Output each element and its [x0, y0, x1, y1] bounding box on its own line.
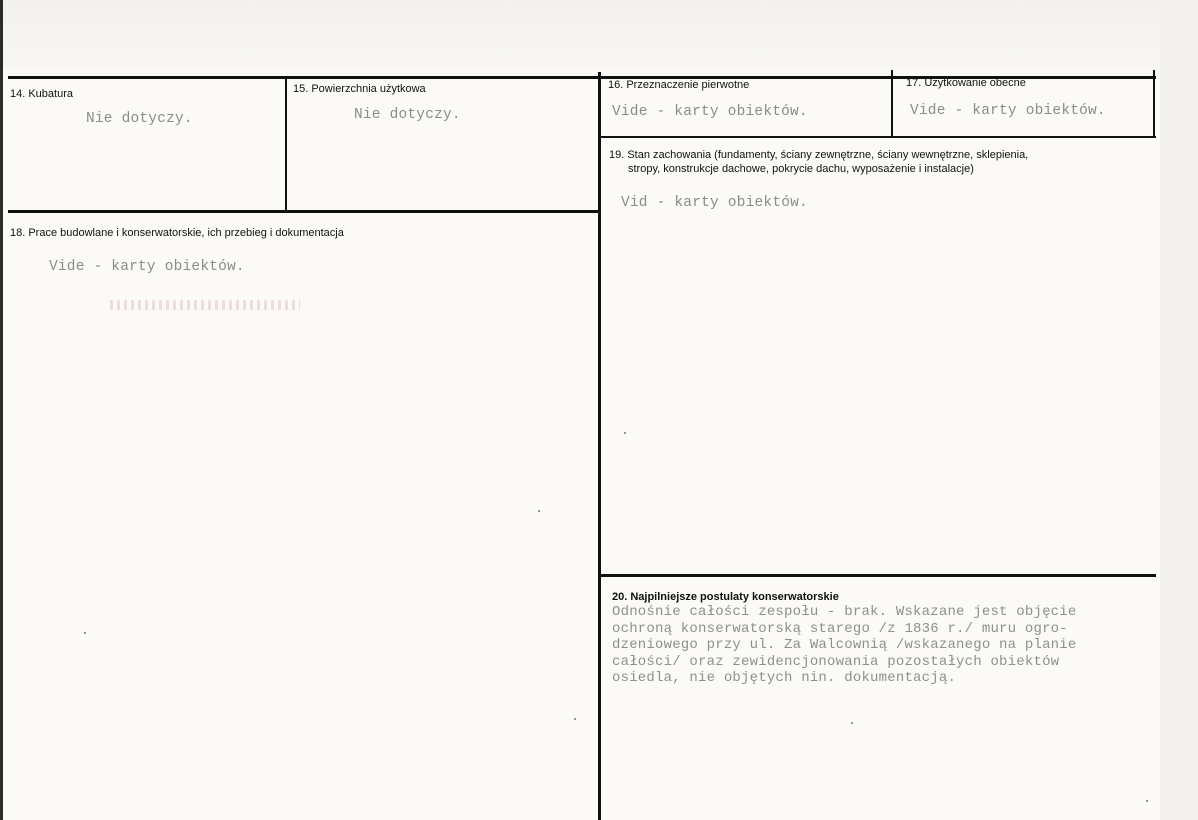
field-14-value: Nie dotyczy. [86, 111, 193, 127]
paper-speck [538, 510, 540, 512]
paper-speck [624, 432, 626, 434]
field-20-label: 20. Najpilniejsze postulaty konserwatorskie [612, 591, 839, 603]
top-margin [0, 0, 1160, 70]
field-14-label: 14. Kubatura [10, 88, 73, 100]
sheet-left-edge [0, 0, 3, 820]
field-18-value: Vide - karty obiektów. [49, 259, 245, 275]
field-15-value: Nie dotyczy. [354, 107, 461, 123]
field-19-value: Vid - karty obiektów. [621, 195, 808, 211]
field-19-label-line1: 19. Stan zachowania (fundamenty, ściany zewnętrzne, ściany wewnętrzne, sklepienia, [609, 149, 1029, 161]
rule-above-20 [600, 574, 1156, 577]
paper-speck [851, 722, 853, 724]
rule-under-16-17 [600, 136, 1156, 138]
rule-main-vertical [598, 72, 601, 820]
field-19-label-line2: stropy, konstrukcje dachowe, pokrycie dachu, wyposażenie i instalacje) [628, 163, 974, 175]
rule-under-14-15 [8, 210, 600, 213]
rule-divider-14-15 [285, 76, 287, 212]
field-17-value: Vide - karty obiektów. [910, 103, 1106, 119]
field-16-value: Vide - karty obiektów. [612, 104, 808, 120]
rule-right [1153, 70, 1155, 138]
rule-divider-16-17 [891, 70, 893, 138]
field-17-label: 17. Użytkowanie obecne [906, 77, 1026, 89]
field-15-label: 15. Powierzchnia użytkowa [293, 83, 426, 95]
paper-speck [84, 632, 86, 634]
field-16-label: 16. Przeznaczenie pierwotne [608, 79, 750, 91]
field-20-value: Odnośnie całości zespołu - brak. Wskazane jest objęcie ochroną konserwatorską starego /z 1836 r./ muru ogro- dzeniowego przy ul. Za Walcownią /wskazanego na planie całości/ oraz zewidencjonowania pozostałych obiektów osiedla, nie objętych nin. dokumentacją. [612, 604, 1077, 686]
ink-smudge [110, 300, 300, 310]
paper-speck [1146, 800, 1148, 802]
field-18-label: 18. Prace budowlane i konserwatorskie, ich przebieg i dokumentacja [10, 227, 344, 239]
paper-speck [574, 718, 576, 720]
